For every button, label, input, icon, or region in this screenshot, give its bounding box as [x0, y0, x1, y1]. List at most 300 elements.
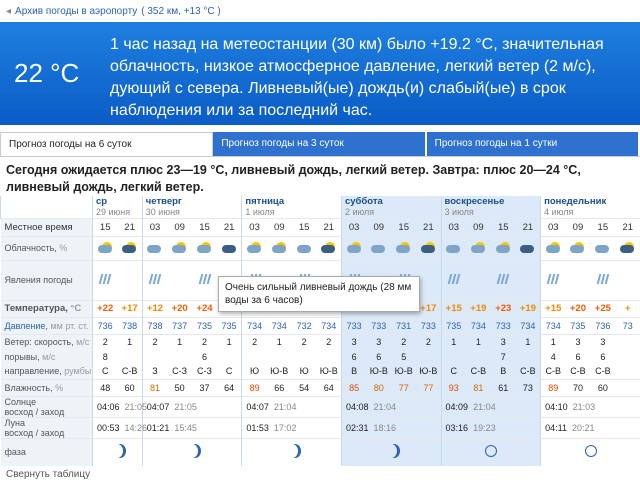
day-name: понедельник: [544, 196, 607, 207]
day-date: 30 июня: [145, 207, 180, 217]
cloud-icon: [570, 241, 585, 254]
wind-speed-cell: 1: [167, 334, 192, 349]
temperature-cell: +17: [117, 300, 142, 317]
temperature-cell: +: [615, 300, 640, 317]
cloud-icon: [122, 241, 137, 254]
pressure-cell: 734: [242, 317, 267, 334]
pressure-cell: 731: [391, 317, 416, 334]
wind-gusts-cell: 6: [366, 349, 391, 364]
precipitation-tooltip: Очень сильный ливневый дождь (28 мм воды за 6 часов): [218, 276, 420, 312]
temperature-cell: +17: [416, 300, 441, 317]
wind-direction-cell: С-З: [197, 366, 212, 377]
time-cell: 09: [267, 218, 292, 236]
time-cell: 21: [117, 218, 142, 236]
forecast-table: [0, 196, 640, 466]
cloud-cell: [391, 236, 416, 260]
set-time: 20:21: [571, 422, 595, 433]
archive-bar: [0, 0, 640, 22]
cloud-icon: [172, 241, 187, 254]
wind-speed-cell: [615, 334, 640, 349]
humidity-cell: 85: [341, 379, 366, 396]
cloud-icon: [595, 241, 610, 254]
rain-icon[interactable]: [99, 276, 111, 286]
wind-direction-cell: В: [491, 364, 516, 379]
cloud-cell: [615, 236, 640, 260]
humidity-cell: 66: [267, 379, 292, 396]
cloud-cell: [167, 236, 192, 260]
row-label-text: Луна: [4, 417, 25, 428]
precipitation-cell: [441, 260, 466, 300]
cloud-cell: [317, 236, 342, 260]
precipitation-cell: [93, 260, 118, 300]
moon-phase-icon: [111, 444, 123, 458]
temperature-cell: +15: [441, 300, 466, 317]
wind-gusts-cell: [516, 349, 541, 364]
wind-gusts-cell: 5: [391, 349, 416, 364]
pressure-cell: 736: [590, 317, 615, 334]
row-label: [1, 334, 93, 349]
sun-times-cell: [93, 396, 148, 417]
wind-gusts-cell: [242, 349, 267, 364]
wind-speed-cell: 3: [566, 334, 591, 349]
cloud-icon: [396, 241, 411, 254]
row-label: [1, 218, 93, 236]
precipitation-cell: [167, 260, 192, 300]
row-unit: %: [59, 243, 68, 253]
cloud-cell: [192, 236, 217, 260]
wind-gusts-cell: [267, 349, 292, 364]
precipitation-cell: [142, 260, 167, 300]
pressure-cell: 737: [167, 317, 192, 334]
humidity-cell: 77: [416, 379, 441, 396]
cloud-cell: [541, 236, 566, 260]
time-cell: 03: [242, 218, 267, 236]
cloud-icon: [272, 241, 287, 254]
sun-times-cell: [541, 396, 640, 417]
day-date: 4 июля: [544, 207, 574, 217]
time-cell: 21: [416, 218, 441, 236]
precipitation-cell: [192, 260, 217, 300]
pressure-cell: 734: [466, 317, 491, 334]
temperature-cell: +25: [590, 300, 615, 317]
cloud-icon: [496, 241, 511, 254]
precipitation-cell: [541, 260, 566, 300]
wind-gusts-cell: 6: [341, 349, 366, 364]
time-cell: 09: [466, 218, 491, 236]
time-cell: 09: [366, 218, 391, 236]
row-label: [1, 417, 93, 438]
current-weather-description: 1 час назад на метеостанции (30 км) было +19.2 °C, значительная облачность, низкое атмосферное давление, легкий ветер (2 м/с), дующий с севера. Ливневый(ые) дождь(и) слабый(ые) в срок наблюдения или за последний час.: [110, 36, 604, 119]
row-label: [1, 364, 93, 379]
wind-direction-cell: С-З: [172, 366, 188, 377]
set-time: 21:04: [273, 401, 297, 412]
pressure-cell: 733: [416, 317, 441, 334]
set-time: 18:16: [373, 422, 397, 433]
wind-speed-cell: 1: [117, 334, 142, 349]
forecast-tabs: [0, 132, 640, 156]
time-cell: 09: [566, 218, 591, 236]
humidity-cell: 73: [516, 379, 541, 396]
pressure-cell: 733: [341, 317, 366, 334]
wind-speed-cell: 1: [267, 334, 292, 349]
cloud-cell: [93, 236, 118, 260]
sun-times-cell: [441, 396, 541, 417]
row-label: [1, 300, 93, 317]
humidity-cell: 64: [217, 379, 242, 396]
arrow-left-icon: ◂: [6, 5, 12, 17]
wind-direction-cell: Ю-В: [366, 364, 391, 379]
pressure-cell: 738: [117, 317, 142, 334]
wind-speed-cell: 2: [192, 334, 217, 349]
row-label-text: Влажность,: [4, 382, 53, 393]
cloud-cell: [491, 236, 516, 260]
tab-3-days[interactable]: Прогноз погоды на 3 суток: [213, 132, 426, 156]
wind-speed-cell: 3: [341, 334, 366, 349]
day-header[interactable]: [441, 196, 541, 218]
set-time: 21:05: [174, 401, 197, 412]
rise-time: 00:53: [97, 422, 120, 433]
cloud-cell: [217, 236, 242, 260]
time-cell: 15: [590, 218, 615, 236]
precipitation-cell: [516, 260, 541, 300]
rise-time: 03:16: [445, 422, 469, 433]
day-header[interactable]: [142, 196, 242, 218]
moon-phase-icon: [286, 444, 298, 458]
corner-cell: [1, 196, 93, 218]
wind-gusts-cell: 8: [93, 349, 118, 364]
time-cell: 15: [491, 218, 516, 236]
wind-gusts-cell: 6: [202, 351, 208, 362]
row-label: [1, 236, 93, 260]
row-label-text: Температура,: [4, 303, 68, 314]
tab-6-days[interactable]: Прогноз погоды на 6 суток: [0, 132, 213, 156]
cloud-cell: [117, 236, 142, 260]
wind-direction-cell: С-В: [541, 364, 566, 379]
moon-times-cell: [541, 417, 640, 438]
temperature-cell: +12: [142, 300, 167, 317]
collapse-table-link[interactable]: Свернуть таблицу: [6, 469, 91, 480]
humidity-cell: 77: [391, 379, 416, 396]
wind-direction-cell: Ю-В: [391, 364, 416, 379]
moon-times-cell: [93, 417, 148, 438]
wind-direction-cell: С-В: [466, 364, 491, 379]
moon-times-cell: [341, 417, 441, 438]
sun-times-cell: [341, 396, 441, 417]
moon-phase-cell: [541, 438, 640, 466]
archive-link[interactable]: Архив погоды в аэропорту: [15, 5, 138, 17]
wind-gusts-cell: 6: [575, 351, 581, 362]
cloud-cell: [566, 236, 591, 260]
precipitation-cell: [615, 260, 640, 300]
day-date: 2 июля: [344, 207, 375, 217]
day-name: воскресенье: [444, 196, 505, 207]
rain-icon[interactable]: [497, 276, 509, 286]
precipitation-cell: [466, 260, 491, 300]
cloud-icon: [471, 241, 486, 254]
moon-phase-icon: [186, 444, 198, 458]
pressure-cell: 734: [541, 317, 566, 334]
current-weather-banner: [0, 22, 640, 125]
day-date: 1 июля: [245, 207, 275, 217]
row-unit: м/с: [42, 351, 56, 362]
wind-gusts-cell: [441, 349, 466, 364]
humidity-cell: [615, 379, 640, 396]
day-date: 29 июня: [96, 207, 131, 217]
rain-icon[interactable]: [448, 276, 460, 286]
wind-gusts-cell: [466, 349, 491, 364]
wind-gusts-cell: 4: [541, 349, 566, 364]
wind-speed-cell: 3: [491, 334, 516, 349]
wind-gusts-cell: [217, 349, 242, 364]
row-label-text: Явления погоды: [4, 275, 73, 285]
wind-speed-cell: 2: [416, 334, 441, 349]
rise-time: 04:11: [545, 422, 567, 433]
wind-speed-cell: 3: [366, 334, 391, 349]
pressure-cell: 736: [93, 317, 118, 334]
rise-time: 04:08: [345, 401, 369, 412]
pressure-cell: 73: [615, 317, 640, 334]
cloud-cell: [466, 236, 491, 260]
rise-time: 04:06: [97, 401, 120, 412]
set-time: 15:45: [174, 422, 197, 433]
humidity-cell: 60: [117, 379, 142, 396]
cloud-cell: [590, 236, 615, 260]
humidity-cell: 54: [292, 379, 317, 396]
moon-times-cell: [242, 417, 342, 438]
cloud-cell: [292, 236, 317, 260]
set-time: 17:02: [273, 422, 297, 433]
cloud-icon: [520, 241, 535, 254]
wind-gusts-cell: [117, 349, 142, 364]
rain-icon[interactable]: [547, 276, 559, 286]
wind-speed-cell: 1: [541, 334, 566, 349]
time-cell: 21: [516, 218, 541, 236]
wind-speed-cell: 2: [391, 334, 416, 349]
cloud-cell: [416, 236, 441, 260]
moon-times-cell: [441, 417, 541, 438]
row-label: [1, 438, 93, 466]
wind-direction-cell: С-В: [595, 366, 611, 377]
moon-phase-icon: [585, 445, 597, 457]
humidity-cell: 89: [541, 379, 566, 396]
moon-phase-cell: [242, 438, 342, 466]
row-label: [1, 317, 93, 334]
day-name: суббота: [344, 196, 383, 207]
time-cell: 15: [93, 218, 118, 236]
row-label: [1, 379, 93, 396]
time-cell: 21: [217, 218, 242, 236]
cloud-icon: [197, 241, 212, 254]
temperature-cell: +23: [491, 300, 516, 317]
row-label: [1, 396, 93, 417]
cloud-icon: [546, 241, 561, 254]
time-cell: 21: [317, 218, 342, 236]
time-cell: 15: [192, 218, 217, 236]
temperature-cell: +15: [541, 300, 566, 317]
row-unit: румбы: [64, 366, 92, 377]
row-unit: °C: [70, 303, 82, 314]
set-time: 19:23: [473, 422, 496, 433]
precipitation-cell: [117, 260, 142, 300]
precipitation-cell: [491, 260, 516, 300]
humidity-cell: 80: [366, 379, 391, 396]
cloud-icon: [98, 241, 113, 254]
pressure-cell: 733: [491, 317, 516, 334]
cloud-icon: [247, 241, 262, 254]
day-header[interactable]: [93, 196, 143, 218]
wind-direction-cell: С-В: [570, 366, 586, 377]
wind-speed-cell: 1: [466, 334, 491, 349]
cloud-icon: [297, 241, 312, 254]
temperature-cell: +22: [93, 300, 118, 317]
temperature-cell: +19: [466, 300, 491, 317]
pressure-cell: 732: [292, 317, 317, 334]
pressure-cell: 734: [317, 317, 342, 334]
pressure-cell: 735: [192, 317, 217, 334]
set-time: 21:03: [572, 401, 596, 412]
cloud-icon: [147, 241, 162, 254]
day-date: 3 июля: [444, 207, 474, 217]
wind-gusts-cell: [416, 349, 441, 364]
moon-times-cell: [142, 417, 242, 438]
row-unit: %: [55, 382, 64, 393]
wind-gusts-cell: [142, 349, 167, 364]
wind-gusts-cell: [615, 349, 640, 364]
row-label-text: Давление,: [4, 320, 48, 331]
current-temperature: 22 °C: [14, 58, 80, 88]
wind-direction-cell: В: [341, 364, 366, 379]
humidity-cell: 81: [466, 379, 491, 396]
humidity-cell: 60: [590, 379, 615, 396]
set-time: 21:04: [473, 401, 496, 412]
row-label-text: Солнце: [4, 396, 37, 407]
wind-direction-cell: Ю-В: [270, 366, 289, 377]
sun-times-cell: [242, 396, 342, 417]
day-header[interactable]: [242, 196, 342, 218]
rise-time: 04:10: [545, 401, 568, 412]
rise-time: 01:53: [246, 422, 269, 433]
day-name: ср: [96, 196, 108, 207]
row-label-text: восход / заход: [4, 427, 65, 438]
temperature-cell: +20: [566, 300, 591, 317]
time-cell: 03: [441, 218, 466, 236]
pressure-cell: 734: [516, 317, 541, 334]
cloud-cell: [441, 236, 466, 260]
humidity-cell: 61: [491, 379, 516, 396]
humidity-cell: 70: [566, 379, 591, 396]
wind-direction-cell: С-В: [121, 366, 138, 377]
temperature-cell: +19: [516, 300, 541, 317]
time-cell: 03: [341, 218, 366, 236]
set-time: 21:05: [124, 401, 148, 412]
wind-direction-cell: Ю-В: [416, 364, 441, 379]
cloud-icon: [421, 241, 436, 254]
day-name: пятница: [245, 196, 285, 207]
rain-icon[interactable]: [199, 276, 211, 286]
temperature-cell: +24: [192, 300, 217, 317]
cloud-icon: [347, 241, 362, 254]
row-label-text: восход / заход: [4, 406, 65, 417]
wind-speed-cell: 1: [516, 334, 541, 349]
wind-direction-cell: Ю: [242, 364, 267, 379]
wind-direction-cell: С: [441, 364, 466, 379]
cloud-icon: [222, 241, 237, 254]
wind-speed-cell: 1: [217, 334, 242, 349]
row-label-text: Ветер: скорость,: [4, 336, 74, 347]
wind-direction-cell: З: [142, 364, 167, 379]
wind-speed-cell: 2: [242, 334, 267, 349]
wind-direction-cell: Ю: [299, 366, 309, 377]
row-unit: мм рт. ст.: [50, 320, 89, 331]
wind-direction-cell: Ю-В: [319, 366, 338, 377]
row-unit: м/с: [76, 336, 90, 347]
sun-times-cell: [142, 396, 242, 417]
pressure-cell: 738: [142, 317, 167, 334]
cloud-icon: [446, 241, 461, 254]
rain-icon[interactable]: [149, 276, 161, 286]
pressure-cell: 733: [366, 317, 391, 334]
time-cell: 21: [615, 218, 640, 236]
wind-speed-cell: 3: [590, 334, 615, 349]
cloud-icon: [620, 241, 635, 254]
wind-direction-cell: С-В: [516, 364, 541, 379]
row-label: [1, 260, 93, 300]
moon-phase-cell: [441, 438, 541, 466]
moon-phase-cell: [341, 438, 441, 466]
temperature-cell: +20: [167, 300, 192, 317]
moon-phase-cell: [142, 438, 242, 466]
humidity-cell: 81: [142, 379, 167, 396]
humidity-cell: 93: [441, 379, 466, 396]
humidity-cell: 64: [317, 379, 342, 396]
time-cell: 09: [167, 218, 192, 236]
wind-gusts-cell: [317, 349, 342, 364]
row-label-text: Местное время: [4, 221, 73, 233]
wind-gusts-cell: 7: [491, 349, 516, 364]
rain-icon[interactable]: [597, 276, 609, 286]
wind-direction-cell: С: [93, 364, 118, 379]
tab-1-day[interactable]: Прогноз погоды на 1 сутки: [427, 132, 640, 156]
time-cell: 03: [541, 218, 566, 236]
rise-time: 04:09: [445, 401, 469, 412]
cloud-cell: [242, 236, 267, 260]
row-label-text: направление,: [4, 366, 62, 377]
wind-speed-cell: 2: [292, 334, 317, 349]
archive-note: ( 352 км, +13 °C ): [141, 5, 221, 17]
cloud-cell: [142, 236, 167, 260]
cloud-icon: [371, 241, 386, 254]
moon-phase-cell: [93, 438, 143, 466]
cloud-cell: [366, 236, 391, 260]
set-time: 21:04: [373, 401, 397, 412]
rise-time: 01:21: [146, 422, 170, 433]
wind-direction-cell: [615, 364, 640, 379]
cloud-cell: [341, 236, 366, 260]
wind-direction-cell: С: [225, 366, 233, 377]
row-label-text: порывы,: [4, 351, 40, 362]
pressure-cell: 735: [441, 317, 466, 334]
wind-speed-cell: 1: [441, 334, 466, 349]
day-header[interactable]: [541, 196, 640, 218]
precipitation-cell: [566, 260, 591, 300]
wind-gusts-cell: 6: [600, 351, 606, 362]
pressure-cell: 735: [217, 317, 242, 334]
time-cell: 03: [142, 218, 167, 236]
time-cell: 15: [391, 218, 416, 236]
day-header[interactable]: [341, 196, 441, 218]
row-label-text: фаза: [4, 447, 26, 458]
moon-phase-icon: [485, 445, 497, 457]
